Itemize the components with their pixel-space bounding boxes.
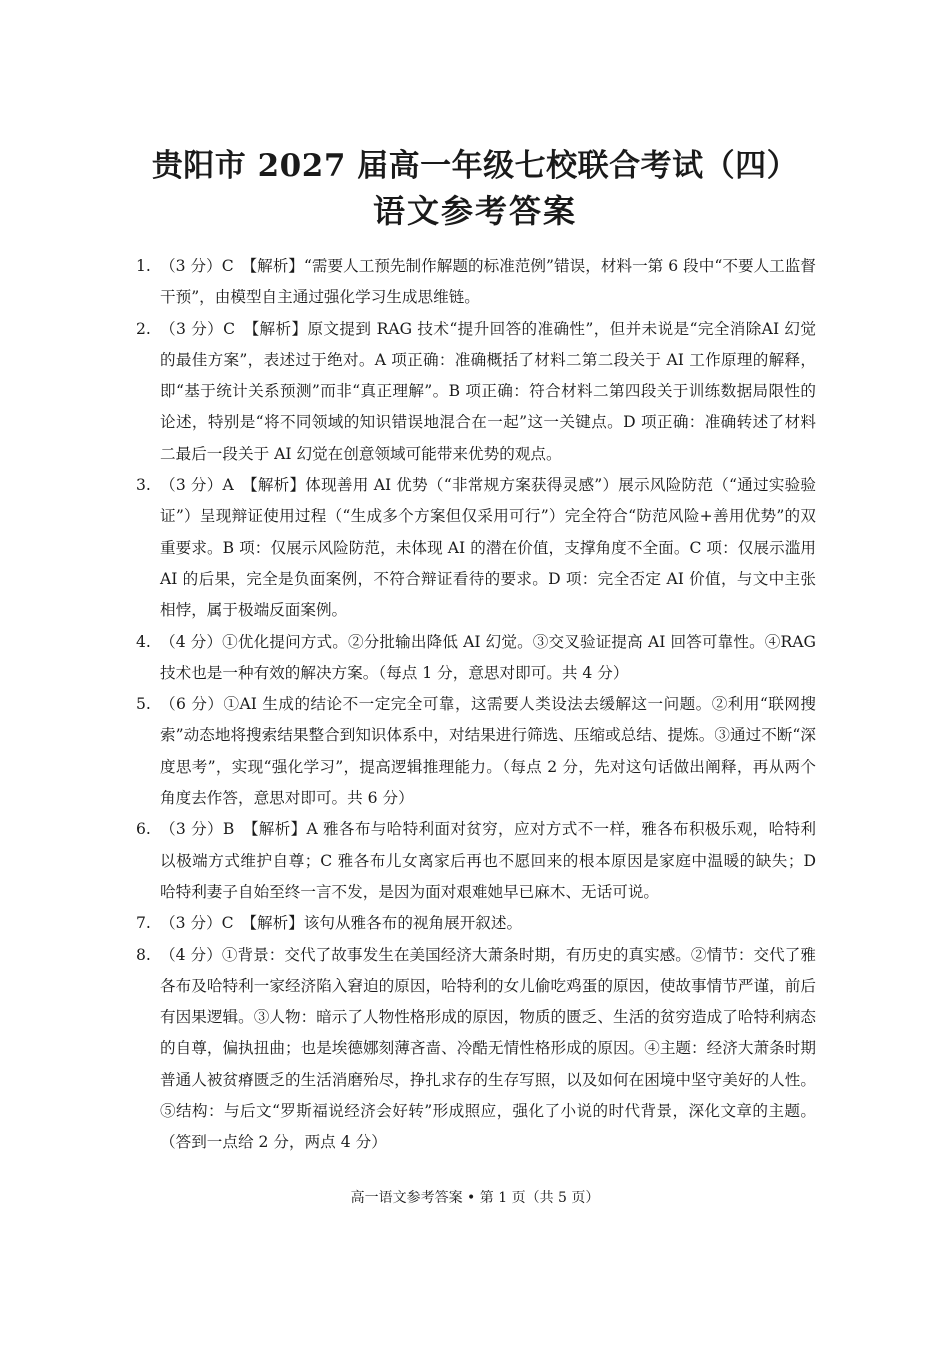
answer-text: （4 分）①优化提问方式。②分批输出降低 AI 幻觉。③交叉验证提高 AI 回答可靠性。④RAG 技术也是一种有效的解决方案。（每点 1 分，意思对即可。共 4 分）: [160, 632, 816, 682]
answer-text: （3 分）C 【解析】“需要人工预先制作解题的标准范例”错误，材料一第 6 段中“不要人工监督干预”，由模型自主通过强化学习生成思维链。: [160, 257, 816, 307]
answer-item-4: [136, 627, 816, 690]
exam-title: 贵阳市 2027 届高一年级七校联合考试（四）: [151, 148, 799, 184]
answer-text: （3 分）C 【解析】原文提到 RAG 技术“提升回答的准确性”，但并未说是“完全消除AI 幻觉的最佳方案”，表述过于绝对。A 项正确：准确概括了材料二第二段关于 AI 工作原理的解释，即“基于统计关系预测”而非“真正理解”。B 项正确：符合材料二第四段关于训练数据局限性的论述，特别是“将不同领域的知识错误地混合在一起”这一关键点。D 项正确：准确转述了材料二最后一段关于 AI 幻觉在创意领域可能带来优势的观点。: [160, 319, 816, 463]
answer-number: 4.: [136, 632, 151, 651]
answer-number: 3.: [136, 476, 151, 495]
answer-number: 6.: [136, 820, 151, 839]
answer-item-5: [136, 689, 816, 814]
answer-text: （3 分）B 【解析】A 雅各布与哈特利面对贫穷，应对方式不一样，雅各布积极乐观，哈特利以极端方式维护自尊；C 雅各布儿女离家后再也不愿回来的根本原因是家庭中温暖的缺失；D 哈特利妻子自始至终一言不发，是因为面对艰难她早已麻木、无话可说。: [160, 820, 816, 901]
answer-number: 7.: [136, 914, 151, 933]
answer-item-3: [136, 470, 816, 626]
answer-key-title: 语文参考答案: [372, 192, 577, 230]
answer-text: （3 分）C 【解析】该句从雅各布的视角展开叙述。: [160, 914, 523, 933]
answer-text: （4 分）①背景：交代了故事发生在美国经济大萧条时期，有历史的真实感。②情节：交代了雅各布及哈特利一家经济陷入窘迫的原因，哈特利的女儿偷吃鸡蛋的原因，使故事情节严谨，前后有因果逻辑。③人物：暗示了人物性格形成的原因，物质的匮乏、生活的贫穷造成了哈特利病态的自尊，偏执扭曲；也是埃德娜刻薄吝啬、冷酷无情性格形成的原因。④主题：经济大萧条时期普通人被贫瘠匮乏的生活消磨殆尽，挣扎求存的生存写照，以及如何在困境中坚守美好的人性。⑤结构：与后文“罗斯福说经济会好转”形成照应，强化了小说的时代背景，深化文章的主题。（答到一点给 2 分，两点 4 分）: [160, 945, 816, 1152]
answer-item-1: [136, 251, 816, 314]
answer-item-8: [136, 940, 816, 1159]
answer-number: 5.: [136, 695, 151, 714]
answer-item-6: [136, 814, 816, 908]
answer-number: 1.: [136, 257, 151, 275]
answer-item-7: [136, 908, 816, 939]
answer-text: （6 分）①AI 生成的结论不一定完全可靠，这需要人类设法去缓解这一问题。②利用“联网搜索”动态地将搜索结果整合到知识体系中，对结果进行筛选、压缩或总结、提炼。③通过不断“深度思考”，实现“强化学习”，提高逻辑推理能力。（每点 2 分，先对这句话做出阐释，再从两个角度去作答，意思对即可。共 6 分）: [160, 695, 816, 808]
page-footer: 高一语文参考答案 • 第 1 页（共 5 页）: [350, 1190, 600, 1206]
answer-list: [136, 251, 816, 1159]
answer-item-2: [136, 314, 816, 470]
answer-text: （3 分）A 【解析】体现善用 AI 优势（“非常规方案获得灵感”）展示风险防范（“通过实验验证”）呈现辩证使用过程（“生成多个方案但仅采用可行”）完全符合“防范风险+善用优势”的双重要求。B 项：仅展示风险防范，未体现 AI 的潜在价值，支撑角度不全面。C 项：仅展示滥用 AI 的后果，完全是负面案例，不符合辩证看待的要求。D 项：完全否定 AI 价值，与文中主张相悖，属于极端反面案例。: [160, 476, 816, 620]
answer-number: 8.: [136, 945, 151, 964]
answer-number: 2.: [136, 319, 151, 338]
